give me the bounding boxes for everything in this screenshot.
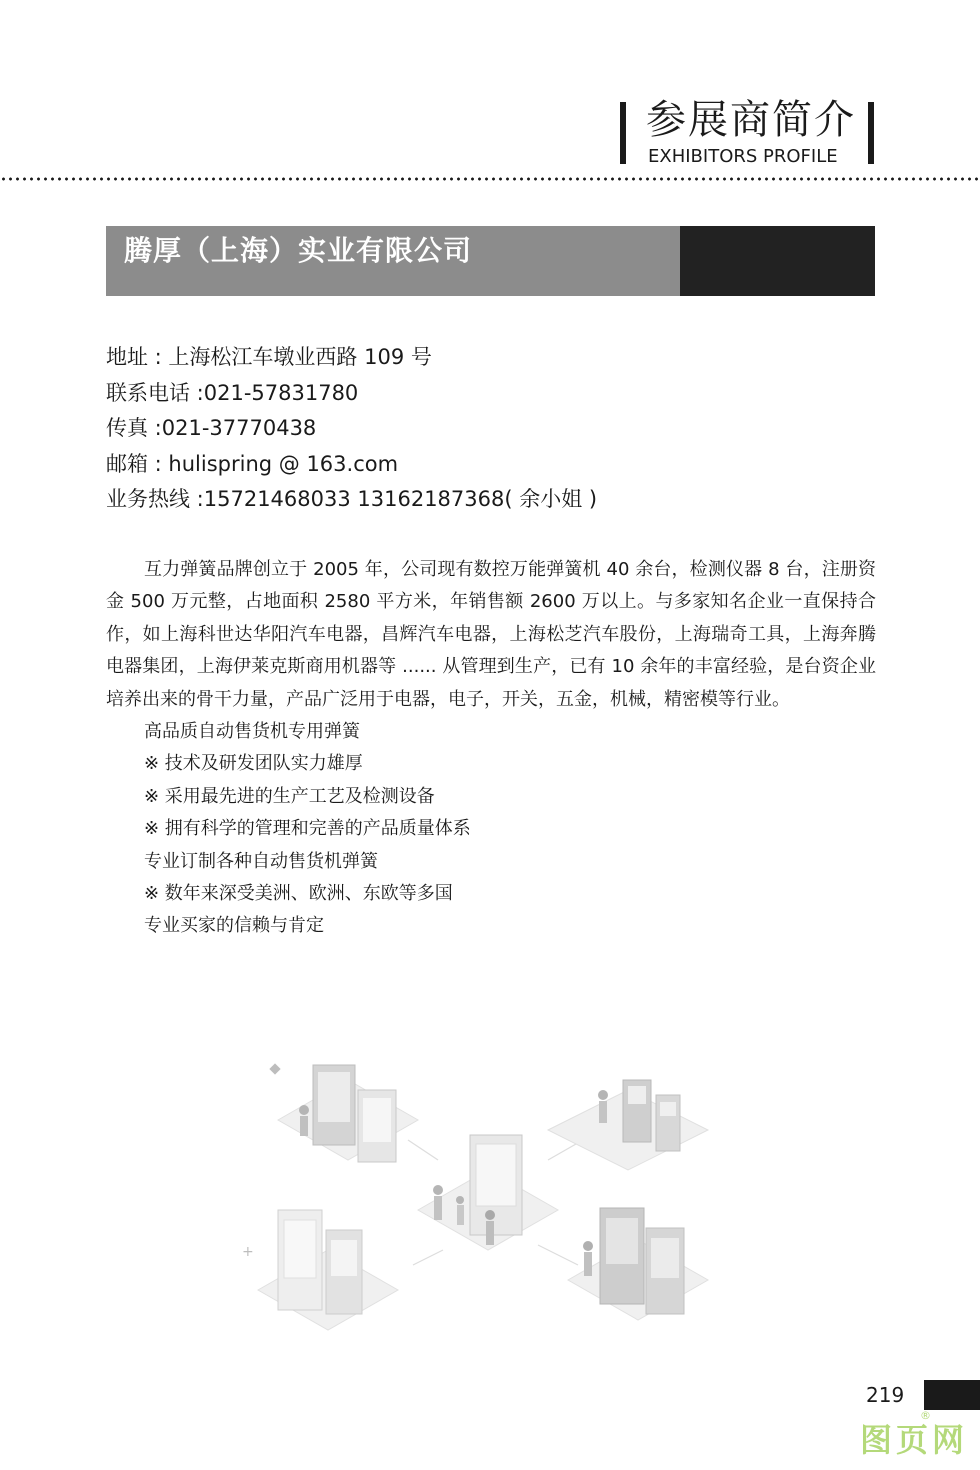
svg-text:+: + [242, 1244, 254, 1260]
feature-line: 专业买家的信赖与肯定 [144, 915, 324, 937]
description-block [106, 554, 876, 943]
feature-line: ※ 数年来深受美洲、欧洲、东欧等多国 [144, 883, 453, 905]
feature-line: ※ 拥有科学的管理和完善的产品质量体系 [144, 818, 471, 840]
contact-email: 邮箱 : hulispring @ 163.com [106, 451, 399, 476]
page-number-block [924, 1380, 980, 1410]
header-bar-left [620, 102, 626, 164]
watermark-registered-mark: ® [920, 1409, 931, 1422]
feature-line: ※ 采用最先进的生产工艺及检测设备 [144, 785, 435, 807]
feature-line: 专业订制各种自动售货机弹簧 [144, 850, 378, 872]
header-bar-right [868, 102, 874, 164]
dotted-divider [0, 177, 980, 181]
contact-phone: 联系电话 :021-57831780 [106, 380, 359, 405]
header-title: 参展商简介 [646, 97, 856, 143]
feature-line: ※ 技术及研发团队实力雄厚 [144, 753, 363, 775]
contact-block [106, 340, 597, 518]
vending-machines-illustration [238, 1050, 738, 1350]
contact-hotline: 业务热线 :15721468033 13162187368( 余小姐 ) [106, 487, 598, 511]
contact-fax: 传真 :021-37770438 [106, 416, 317, 440]
page-number: 219 [866, 1383, 905, 1407]
contact-address: 地址 : 上海松江车墩业西路 109 号 [106, 345, 432, 369]
watermark-logo: 图页网 [860, 1421, 969, 1459]
description-paragraph: 互力弹簧品牌创立于 2005 年，公司现有数控万能弹簧机 40 余台，检测仪器 8 台，注册资金 500 万元整，占地面积 2580 平方米，年销售额 2600 万以上。与多家知名企业一直保持合作，如上海科世达华阳汽车电器，昌辉汽车电器，上海松芝汽车股份，上海瑞奇工具，上海奔腾电器集团，上海伊莱克斯商用机器等 ...... 从管理到生产，已有 10 余年的丰富经验，是台资企业培养出来的骨干力量，产品广泛用于电器，电子，开关，五金，机械，精密模等行业。 [106, 559, 876, 710]
company-name: 腾厚（上海）实业有限公司 [124, 234, 473, 267]
company-banner-accent [680, 226, 875, 296]
header-subtitle: EXHIBITORS PROFILE [648, 146, 838, 167]
feature-line: 高品质自动售货机专用弹簧 [144, 721, 360, 743]
